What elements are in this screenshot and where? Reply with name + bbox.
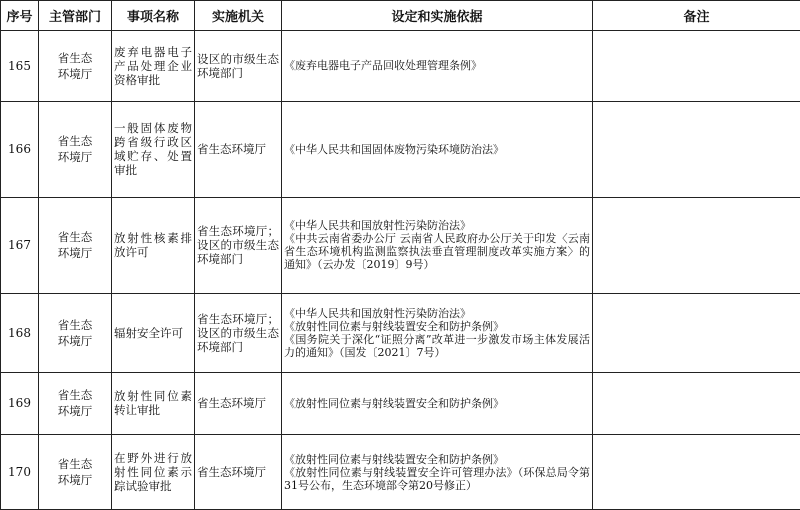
row-dept: [39, 435, 112, 510]
row-no: 169: [1, 372, 39, 435]
row-item: 放射性核素排放许可: [112, 197, 195, 293]
row-dept: [39, 31, 112, 102]
table-header-row: [1, 1, 800, 31]
basis-line: 《放射性同位素与射线装置安全和防护条例》: [284, 452, 504, 466]
row-org: 省生态环境厅: [195, 372, 282, 435]
row-note: [593, 197, 800, 293]
row-item: 放射性同位素转让审批: [112, 372, 195, 435]
row-org: 省生态环境厅: [195, 101, 282, 197]
basis-line: 《中共云南省委办公厅 云南省人民政府办公厅关于印发〈云南省生态环境机构监测监察执法垂直管理制度改革实施方案〉的通知》（云办发〔2019〕9号）: [284, 232, 590, 272]
dept-line: 环境厅: [57, 246, 93, 261]
table-row: [1, 293, 800, 372]
row-note: [593, 101, 800, 197]
basis-line: 《放射性同位素与射线装置安全和防护条例》: [284, 319, 504, 333]
row-basis: [282, 435, 593, 510]
row-note: [593, 293, 800, 372]
dept-line: 环境厅: [57, 333, 93, 348]
basis-line: 《国务院关于深化“证照分离”改革进一步激发市场主体发展活力的通知》（国发〔2021〕7号）: [284, 332, 590, 359]
row-note: [593, 372, 800, 435]
dept-line: 省生态: [57, 388, 93, 403]
basis-line: 《放射性同位素与射线装置安全和防护条例》: [284, 396, 504, 410]
row-basis: [282, 101, 593, 197]
row-dept: [39, 197, 112, 293]
dept-line: 环境厅: [57, 404, 93, 419]
table-row: [1, 372, 800, 435]
row-no: 167: [1, 197, 39, 293]
row-item: 辐射安全许可: [112, 293, 195, 372]
dept-line: 省生态: [57, 50, 93, 65]
basis-line: 《中华人民共和国放射性污染防治法》: [284, 219, 471, 233]
row-note: [593, 31, 800, 102]
basis-line: 《放射性同位素与射线装置安全许可管理办法》（环保总局令第31号公布，生态环境部令第20号修正）: [284, 465, 590, 492]
header-note: 备注: [593, 1, 800, 31]
header-org: 实施机关: [195, 1, 282, 31]
row-note: [593, 435, 800, 510]
header-item: 事项名称: [112, 1, 195, 31]
row-no: 170: [1, 435, 39, 510]
table-row: [1, 435, 800, 510]
table-row: [1, 31, 800, 102]
row-basis: [282, 197, 593, 293]
row-org: 设区的市级生态环境部门: [195, 31, 282, 102]
row-dept: [39, 372, 112, 435]
row-item: 在野外进行放射性同位素示踪试验审批: [112, 435, 195, 510]
dept-line: 省生态: [57, 134, 93, 149]
basis-line: 《中华人民共和国放射性污染防治法》: [284, 306, 471, 320]
table-row: [1, 101, 800, 197]
row-item: 一般固体废物跨省级行政区域贮存、处置审批: [112, 101, 195, 197]
dept-line: 环境厅: [57, 66, 93, 81]
row-basis: [282, 31, 593, 102]
row-org: 省生态环境厅: [195, 435, 282, 510]
dept-line: 省生态: [57, 457, 93, 472]
row-item: 废弃电器电子产品处理企业资格审批: [112, 31, 195, 102]
table-row: [1, 197, 800, 293]
header-dept: 主管部门: [39, 1, 112, 31]
dept-line: 省生态: [57, 317, 93, 332]
row-org: 省生态环境厅；设区的市级生态环境部门: [195, 293, 282, 372]
row-no: 168: [1, 293, 39, 372]
row-basis: [282, 372, 593, 435]
row-org: 省生态环境厅；设区的市级生态环境部门: [195, 197, 282, 293]
dept-line: 环境厅: [57, 473, 93, 488]
basis-line: 《中华人民共和国固体废物污染环境防治法》: [284, 142, 504, 156]
row-basis: [282, 293, 593, 372]
basis-line: 《废弃电器电子产品回收处理管理条例》: [284, 59, 482, 73]
header-basis: 设定和实施依据: [282, 1, 593, 31]
row-no: 165: [1, 31, 39, 102]
header-no: 序号: [1, 1, 39, 31]
dept-line: 环境厅: [57, 150, 93, 165]
row-dept: [39, 101, 112, 197]
row-dept: [39, 293, 112, 372]
row-no: 166: [1, 101, 39, 197]
dept-line: 省生态: [57, 230, 93, 245]
